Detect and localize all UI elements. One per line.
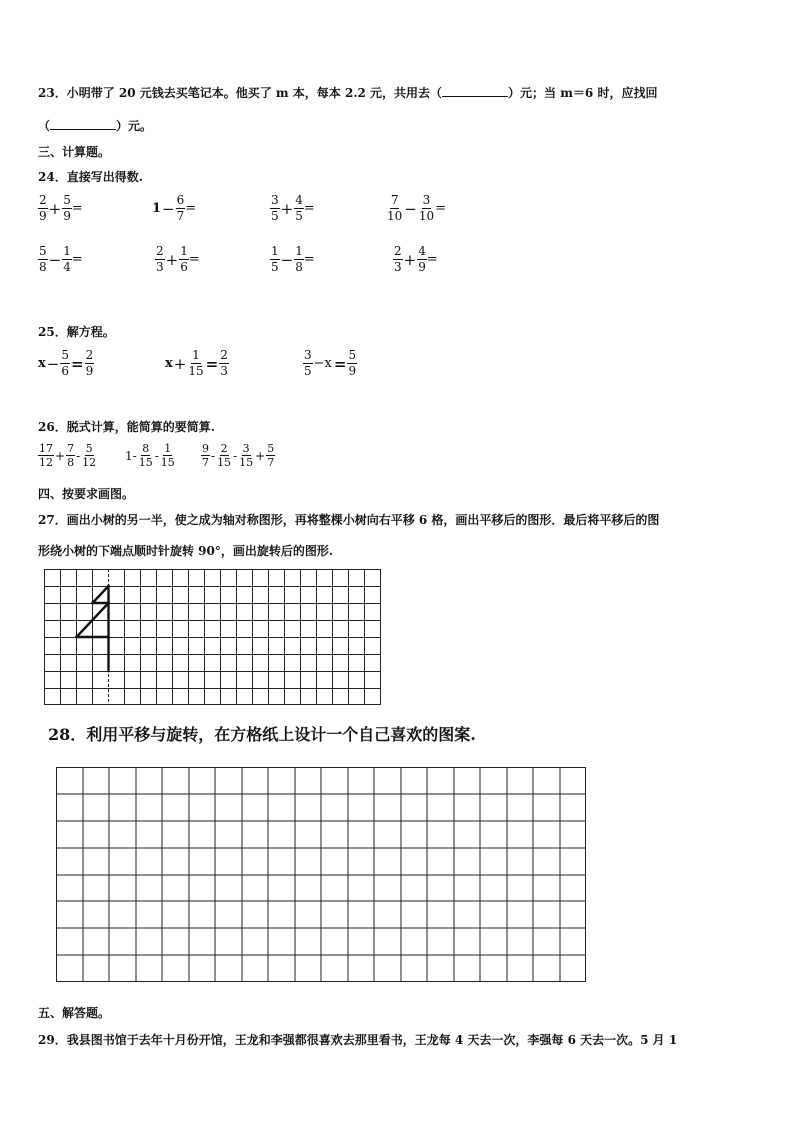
denominator: 8 xyxy=(39,260,47,274)
numerator: 1 xyxy=(180,244,188,258)
q24-item-7 xyxy=(270,244,315,275)
q25-title: 25．解方程。 xyxy=(38,325,115,339)
denominator: 15 xyxy=(239,456,254,469)
operator: − xyxy=(48,250,62,269)
q24-title: 24．直接写出得数. xyxy=(38,170,143,184)
equals-sign: = xyxy=(185,201,197,216)
numerator: 9 xyxy=(202,442,209,455)
fraction xyxy=(418,193,435,224)
fraction xyxy=(294,193,304,224)
q24-item-2 xyxy=(152,193,196,224)
fraction xyxy=(393,244,403,275)
fraction xyxy=(38,244,48,275)
fraction xyxy=(155,244,165,275)
denominator: 7 xyxy=(202,456,209,469)
q23-text-a: 23．小明带了 20 元钱去买笔记本。他买了 m 本，每本 2.2 元，共用去（ xyxy=(38,86,443,100)
operator: − xyxy=(404,199,417,218)
denominator: 6 xyxy=(180,260,188,274)
numerator: 3 xyxy=(422,193,431,207)
section-5-heading: 五、解答题。 xyxy=(38,1006,111,1020)
operator: - xyxy=(211,448,216,463)
fraction xyxy=(270,193,280,224)
denominator: 15 xyxy=(188,364,204,378)
numerator: 5 xyxy=(348,348,357,362)
fraction xyxy=(294,244,304,275)
fraction xyxy=(270,244,280,275)
numerator: 2 xyxy=(39,193,47,207)
denominator: 8 xyxy=(67,456,75,469)
q24-item-8 xyxy=(393,244,438,275)
numerator: 2 xyxy=(85,348,94,362)
operator: + xyxy=(280,199,294,218)
numerator: 2 xyxy=(220,348,228,362)
q29-line1: 29．我县图书馆于去年十月份开馆，王龙和李强都很喜欢去那里看书，王龙每 4 天去一次，李强每 6 天去一次。5 月 1 xyxy=(38,1033,678,1047)
operator: - xyxy=(233,448,238,463)
fraction xyxy=(38,193,48,224)
numerator: 3 xyxy=(271,193,279,207)
denominator: 3 xyxy=(156,260,164,274)
q25-equation-2 xyxy=(165,348,229,379)
denominator: 9 xyxy=(63,209,71,223)
equals-sign: = xyxy=(188,252,200,267)
numerator: 5 xyxy=(267,442,275,455)
equals-sign: = xyxy=(426,252,438,267)
operator: + xyxy=(403,250,417,269)
denominator: 15 xyxy=(160,456,175,469)
operator: − xyxy=(162,199,175,218)
fraction xyxy=(179,244,189,275)
operator: + xyxy=(55,448,66,463)
q26-title: 26．脱式计算，能简算的要简算. xyxy=(38,420,215,434)
numerator: 1 xyxy=(271,244,279,258)
numerator: 5 xyxy=(85,442,93,455)
fraction xyxy=(266,442,275,469)
numerator: 4 xyxy=(418,244,426,258)
fraction xyxy=(66,442,75,469)
equals-sign: = xyxy=(435,201,447,216)
numerator: 7 xyxy=(67,442,75,455)
numerator: 8 xyxy=(142,442,150,455)
fraction xyxy=(347,348,357,379)
numerator: 7 xyxy=(390,193,399,207)
operator: - xyxy=(154,448,159,463)
fraction xyxy=(160,442,176,469)
denominator: 15 xyxy=(217,456,232,469)
denominator: 12 xyxy=(39,456,53,469)
numerator: 3 xyxy=(304,348,312,362)
equals-sign: = xyxy=(333,354,347,373)
denominator: 15 xyxy=(138,456,153,469)
denominator: 5 xyxy=(295,209,303,223)
equals-sign: = xyxy=(71,252,83,267)
q28-title: 28．利用平移与旋转，在方格纸上设计一个自己喜欢的图案. xyxy=(48,725,476,744)
numerator: 1 xyxy=(192,348,200,362)
fraction xyxy=(176,193,186,224)
operator: −x xyxy=(313,356,332,371)
q23-paren-open: （ xyxy=(38,119,51,133)
denominator: 3 xyxy=(394,260,402,274)
fraction xyxy=(187,348,204,379)
numerator: 5 xyxy=(61,348,69,362)
equals-sign: = xyxy=(71,201,83,216)
q27-line2: 形绕小树的下端点顺时针旋转 90°，画出旋转后的图形. xyxy=(38,544,334,558)
denominator: 5 xyxy=(271,209,279,223)
fraction xyxy=(417,244,427,275)
numerator: 1 xyxy=(164,442,172,455)
q28-grid[interactable] xyxy=(56,767,587,983)
denominator: 10 xyxy=(387,209,403,223)
q26-expression-1 xyxy=(38,442,97,469)
denominator: 9 xyxy=(418,260,426,274)
fraction xyxy=(238,442,254,469)
answer-blank-2[interactable] xyxy=(50,117,116,130)
q26-expression-2 xyxy=(124,442,176,469)
fraction xyxy=(85,348,95,379)
denominator: 8 xyxy=(295,260,303,274)
section-3-heading: 三、计算题。 xyxy=(38,145,111,159)
denominator: 5 xyxy=(271,260,279,274)
equals-sign: = xyxy=(70,354,84,373)
fraction xyxy=(38,442,54,469)
operator: + xyxy=(255,448,266,463)
q23-line2 xyxy=(38,117,152,134)
variable-x: x xyxy=(38,356,46,371)
equals-sign: = xyxy=(303,252,315,267)
numerator: 1 xyxy=(63,244,71,258)
denominator: 12 xyxy=(82,456,97,469)
q24-item-3 xyxy=(270,193,315,224)
q23-line1 xyxy=(38,84,657,101)
whole-number: 1- xyxy=(125,448,137,463)
fraction xyxy=(216,442,232,469)
denominator: 7 xyxy=(176,209,185,223)
answer-blank-1[interactable] xyxy=(442,84,508,97)
numerator: 17 xyxy=(39,442,53,455)
q24-item-1 xyxy=(38,193,83,224)
fraction xyxy=(386,193,403,224)
q26-expression-3 xyxy=(201,442,275,469)
fraction xyxy=(303,348,313,379)
fraction xyxy=(62,193,72,224)
q24-item-4 xyxy=(386,193,446,224)
numerator: 2 xyxy=(394,244,402,258)
operator: + xyxy=(173,354,187,373)
fraction xyxy=(81,442,97,469)
numerator: 2 xyxy=(220,442,228,455)
fraction xyxy=(60,348,70,379)
variable-x: x xyxy=(165,356,173,371)
operator: + xyxy=(165,250,179,269)
fraction xyxy=(138,442,154,469)
numerator: 2 xyxy=(156,244,164,258)
numerator: 5 xyxy=(39,244,47,258)
numerator: 1 xyxy=(295,244,303,258)
section-4-heading: 四、按要求画图。 xyxy=(38,487,135,501)
q23-text-b: ）元；当 m＝6 时，应找回 xyxy=(508,86,658,100)
equals-sign: = xyxy=(205,354,219,373)
denominator: 9 xyxy=(39,209,47,223)
q27-grid[interactable] xyxy=(44,569,382,706)
q23-paren-close: ）元。 xyxy=(116,119,153,133)
q24-item-6 xyxy=(155,244,200,275)
fraction xyxy=(219,348,229,379)
operator: - xyxy=(76,448,81,463)
denominator: 9 xyxy=(348,364,357,378)
operator: − xyxy=(46,354,60,373)
denominator: 6 xyxy=(61,364,69,378)
q25-equation-3 xyxy=(303,348,357,379)
denominator: 10 xyxy=(418,209,435,223)
numerator: 3 xyxy=(242,442,250,455)
q24-item-5 xyxy=(38,244,83,275)
q27-line1: 27．画出小树的另一半，使之成为轴对称图形，再将整棵小树向右平移 6 格，画出平移后的图形．最后将平移后的图 xyxy=(38,513,660,527)
fraction xyxy=(201,442,210,469)
operator: − xyxy=(280,250,294,269)
q25-equation-1 xyxy=(38,348,94,379)
equals-sign: = xyxy=(303,201,315,216)
whole-number: 1 xyxy=(152,201,162,216)
denominator: 7 xyxy=(267,456,275,469)
operator: + xyxy=(48,199,62,218)
denominator: 9 xyxy=(85,364,94,378)
numerator: 4 xyxy=(295,193,303,207)
denominator: 3 xyxy=(220,364,228,378)
numerator: 6 xyxy=(176,193,185,207)
fraction xyxy=(62,244,72,275)
denominator: 5 xyxy=(304,364,312,378)
denominator: 4 xyxy=(63,260,71,274)
numerator: 5 xyxy=(63,193,71,207)
